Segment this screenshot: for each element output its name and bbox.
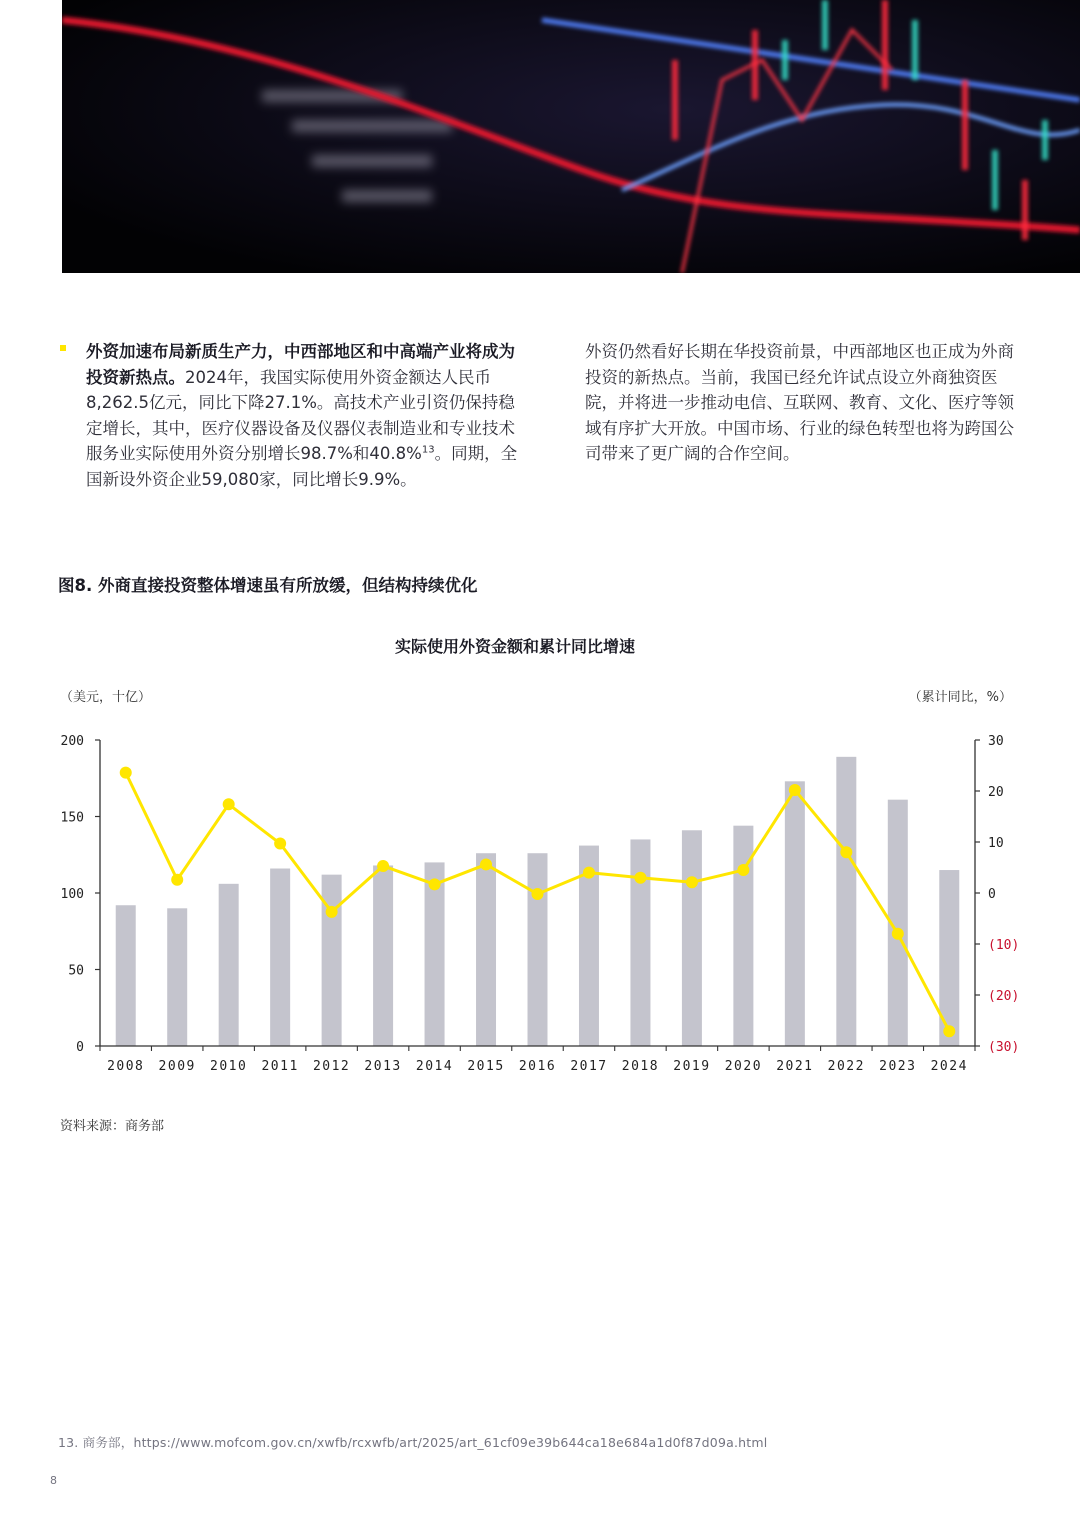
right-tick-label: 20 [988, 785, 1004, 800]
bar-2018 [630, 839, 650, 1046]
growth-point-2019 [686, 876, 698, 888]
x-tick-label: 2013 [364, 1059, 402, 1074]
left-tick-label: 200 [60, 734, 84, 749]
bar-2022 [836, 757, 856, 1046]
x-tick-label: 2017 [570, 1059, 608, 1074]
x-tick-label: 2022 [827, 1059, 865, 1074]
right-tick-label: (30) [988, 1040, 1020, 1055]
left-paragraph [86, 339, 526, 492]
bar-2021 [785, 781, 805, 1046]
hero-image [62, 0, 1080, 273]
chart-title: 实际使用外资金额和累计同比增速 [394, 637, 635, 656]
growth-point-2009 [171, 874, 183, 886]
growth-point-2022 [840, 846, 852, 858]
bars-layer [116, 757, 960, 1046]
bullet-marker [60, 345, 66, 351]
page-number: 8 [50, 1474, 57, 1487]
x-tick-label: 2012 [312, 1059, 351, 1074]
fdi-combo-chart [0, 720, 1080, 1080]
x-tick-label: 2008 [107, 1059, 145, 1074]
bar-2008 [116, 905, 136, 1046]
growth-point-2023 [892, 928, 904, 940]
right-axis-unit: （累计同比，%） [908, 690, 1012, 705]
bar-2009 [167, 908, 187, 1046]
growth-point-2024 [943, 1025, 955, 1037]
right-tick-label: 30 [988, 734, 1004, 749]
growth-point-2012 [326, 906, 338, 918]
growth-point-2010 [223, 798, 235, 810]
x-tick-label: 2009 [158, 1059, 196, 1074]
footnote-ref[interactable]: 13 [421, 444, 435, 456]
left-paragraph-tail: 。同期，全国新设外资企业59,080家，同比增长9.9%。 [86, 444, 518, 489]
growth-point-2015 [480, 858, 492, 870]
stock-chart-photo [62, 0, 1080, 273]
left-paragraph-lead: 外资加速布局新质生产力，中西部地区和中高端产业将成为投资新热点。 [86, 342, 515, 387]
right-tick-label: 0 [988, 887, 996, 902]
growth-point-2013 [377, 860, 389, 872]
bar-2019 [682, 830, 702, 1046]
bar-2016 [528, 853, 548, 1046]
growth-point-2016 [532, 888, 544, 900]
x-tick-label: 2023 [879, 1059, 917, 1074]
right-tick-label: (10) [988, 938, 1020, 953]
bar-2010 [219, 884, 239, 1046]
x-tick-label: 2014 [415, 1059, 454, 1074]
right-tick-label: 10 [988, 836, 1004, 851]
x-tick-label: 2010 [210, 1059, 248, 1074]
right-tick-label: (20) [988, 989, 1020, 1004]
right-paragraph: 外资仍然看好长期在华投资前景，中西部地区也正成为外商投资的新热点。当前，我国已经允许试点设立外商独资医院，并将进一步推动电信、互联网、教育、文化、医疗等领域有序扩大开放。中国市场、行业的绿色转型也将为跨国公司带来了更广阔的合作空间。 [585, 342, 1014, 463]
left-axis-unit: （美元，十亿） [60, 690, 152, 705]
figure-title: 图8. 外商直接投资整体增速虽有所放缓，但结构持续优化 [58, 576, 478, 595]
growth-point-2018 [634, 872, 646, 884]
x-tick-label: 2019 [673, 1059, 711, 1074]
growth-point-2020 [737, 864, 749, 876]
bar-2013 [373, 865, 393, 1046]
x-tick-label: 2015 [467, 1059, 505, 1074]
x-tick-label: 2011 [261, 1059, 299, 1074]
x-tick-label: 2021 [776, 1059, 814, 1074]
growth-point-2021 [789, 784, 801, 796]
left-tick-label: 100 [60, 887, 84, 902]
x-tick-label: 2024 [930, 1059, 968, 1074]
growth-point-2008 [120, 767, 132, 779]
footnote[interactable]: 13. 商务部，https://www.mofcom.gov.cn/xwfb/rcxwfb/art/2025/art_61cf09e39b644ca18e684a1d0f87d09a.html [58, 1435, 768, 1450]
growth-point-2014 [429, 878, 441, 890]
bar-2011 [270, 869, 290, 1046]
x-tick-label: 2016 [518, 1059, 557, 1074]
left-tick-label: 0 [76, 1040, 84, 1055]
left-tick-label: 50 [68, 963, 84, 979]
growth-point-2011 [274, 838, 286, 850]
source-note: 资料来源：商务部 [60, 1119, 165, 1134]
left-tick-label: 150 [60, 810, 84, 826]
left-paragraph-body: 2024年，我国实际使用外资金额达人民币8,262.5亿元，同比下降27.1%。高技术产业引资仍保持稳定增长，其中，医疗仪器设备及仪器仪表制造业和专业技术服务业实际使用外资分别增长98.7%和40.8% [86, 367, 515, 463]
x-tick-label: 2018 [621, 1059, 660, 1074]
x-tick-label: 2020 [724, 1059, 763, 1074]
growth-point-2017 [583, 867, 595, 879]
bar-2015 [476, 853, 496, 1046]
